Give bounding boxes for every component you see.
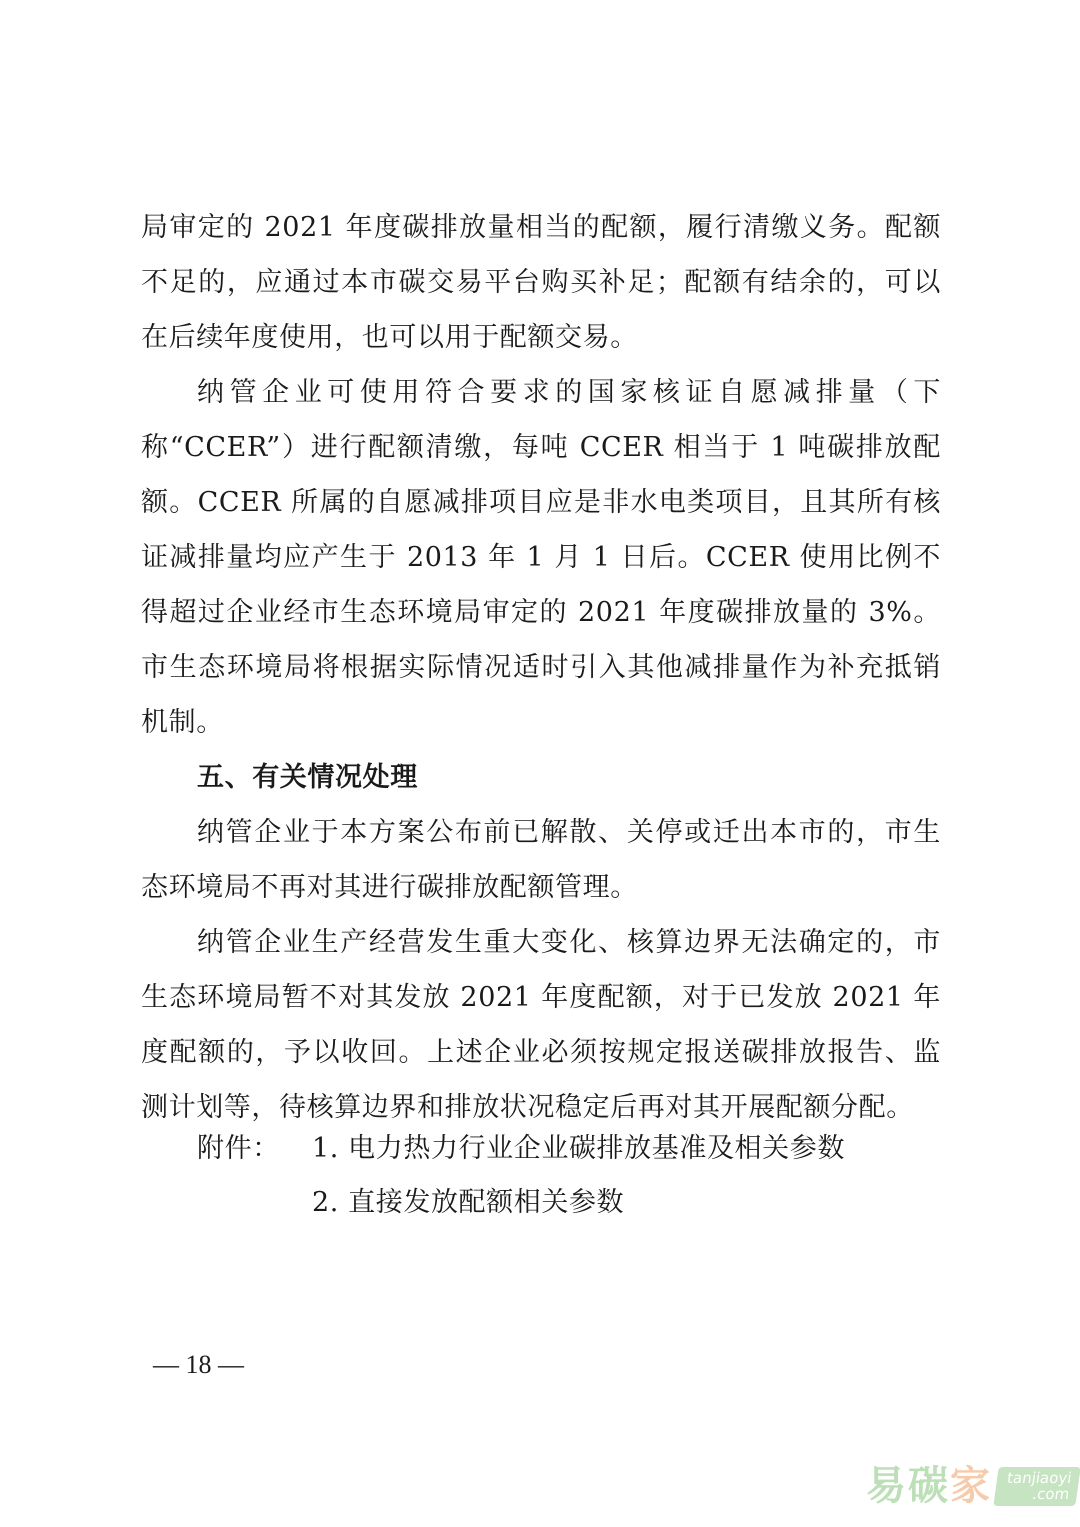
watermark-char-jia: 家 — [950, 1463, 990, 1509]
page-number: — 18 — — [153, 1350, 244, 1379]
attachment-indent — [197, 1176, 312, 1230]
attachment-item-1 — [197, 1122, 845, 1176]
attachment-title-1: 1. 电力热力行业企业碳排放基准及相关参数 — [312, 1133, 845, 1164]
watermark-logo — [866, 1462, 1078, 1510]
watermark-char-tan: 碳 — [908, 1463, 948, 1509]
watermark-char-yi: 易 — [866, 1463, 906, 1509]
attachment-item-2 — [197, 1176, 845, 1230]
watermark-domain-tld: .com — [1031, 1485, 1071, 1503]
attachments-list — [197, 1122, 845, 1230]
paragraph-allocation-surrender: 局审定的 2021 年度碳排放量相当的配额，履行清缴义务。配额不足的，应通过本市碳交易平台购买补足；配额有结余的，可以在后续年度使用，也可以用于配额交易。 — [141, 212, 941, 353]
paragraph-ccer-offset: 纳管企业可使用符合要求的国家核证自愿减排量（下称“CCER”）进行配额清缴，每吨 CCER 相当于 1 吨碳排放配额。CCER 所属的自愿减排项目应是非水电类项目，且其所有核证减排量均应产生于 2013 年 1 月 1 日后。CCER 使用比例不得超过企业经市生态环境局审定的 2021 年度碳排放量的 3%。市生态环境局将根据实际情况适时引入其他减排量作为补充抵销机制。 — [141, 377, 941, 738]
attachments-label: 附件： — [197, 1133, 280, 1164]
attachment-title-2: 2. 直接发放配额相关参数 — [312, 1187, 625, 1218]
paragraph-major-changes: 纳管企业生产经营发生重大变化、核算边界无法确定的，市生态环境局暂不对其发放 2021 年度配额，对于已发放 2021 年度配额的，予以收回。上述企业必须按规定报送碳排放报告、监测计划等，待核算边界和排放状况稳定后再对其开展配额分配。 — [141, 927, 941, 1123]
paragraph-dissolved-enterprises: 纳管企业于本方案公布前已解散、关停或迁出本市的，市生态环境局不再对其进行碳排放配额管理。 — [141, 817, 941, 903]
section-heading-related-situations: 五、有关情况处理 — [197, 762, 418, 793]
watermark-domain-name: tanjiaoyi — [1005, 1469, 1073, 1487]
watermark-domain-badge — [993, 1467, 1080, 1506]
document-body — [141, 200, 941, 1135]
